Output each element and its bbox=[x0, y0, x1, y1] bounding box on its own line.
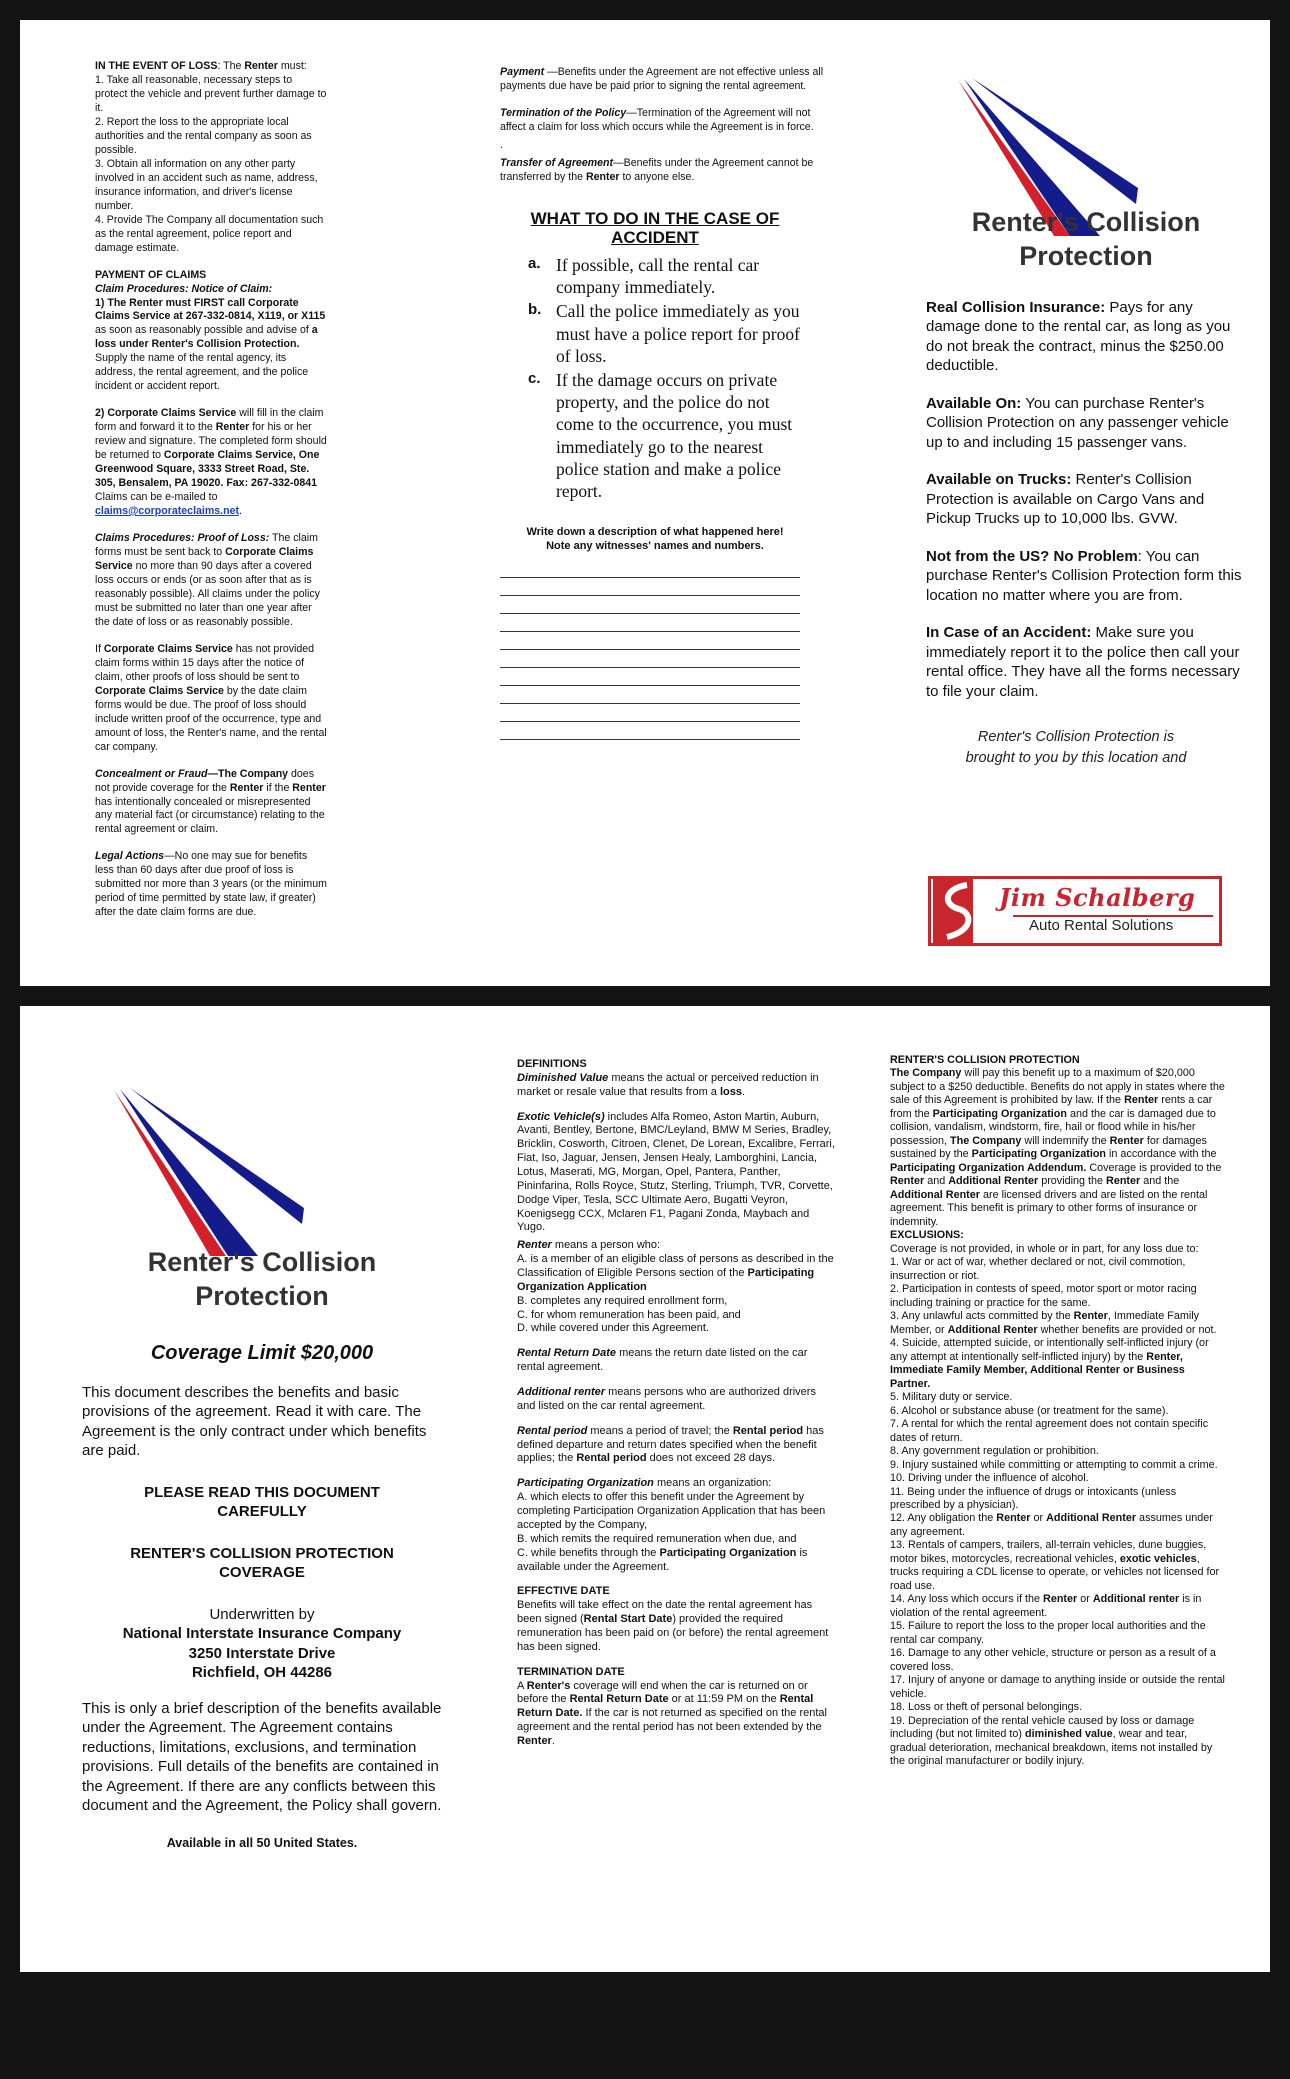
writing-line[interactable] bbox=[500, 560, 800, 578]
writing-line[interactable] bbox=[500, 668, 800, 686]
effective-date-section: EFFECTIVE DATE Benefits will take effect on the date the rental agreement has been signed (Rental Start Date) provided the required remuneration has been paid on (or before) the rental agreement has been signed. bbox=[517, 1585, 829, 1653]
brief-description: This is only a brief description of the benefits available under the Agreement. The Agreement contains reductions, limitations, exclusions, and termination provisions. Full details of the benefits are contained in the Agreement. If there are any conflicts between this document and the Agreement, the Policy shall govern. bbox=[82, 1699, 442, 1814]
loss-step: 2. Report the loss to the appropriate local authorities and the rental company as soon as possible. bbox=[95, 115, 312, 156]
writing-line[interactable] bbox=[500, 686, 800, 704]
claim-form-paragraph: 2) Corporate Claims Service will fill in the claim form and forward it to the Renter for his or her review and signature. The completed form should be returned to Corporate Claims Service, One Greenwood Square, 3333 Street Road, Ste. 305, Bensalem, PA 19020. Fax: 267-332-0841 Claims can be e-mailed to claims@corporateclaims.net. bbox=[95, 407, 327, 518]
exclusion-item: 7. A rental for which the rental agreement does not contain specific dates of return. bbox=[890, 1418, 1209, 1444]
schalberg-logo-icon bbox=[928, 876, 1222, 946]
loss-step: 1. Take all reasonable, necessary steps to protect the vehicle and prevent further damage to it. bbox=[95, 73, 327, 114]
exclusion-item: 9. Injury sustained while committing or attempting to commit a crime. bbox=[890, 1458, 1218, 1471]
definition-renter: Renter means a person who: A. is a member of an eligible class of persons as described in the Classification of Eligible Persons section of the Participating Organization Application B. completes any required enrollment form, C. for whom remuneration has been paid, and D. while covered under this Agreement. bbox=[517, 1239, 834, 1335]
exclusion-item: 16. Damage to any other vehicle, structure or person as a result of a covered loss. bbox=[890, 1647, 1216, 1673]
loss-section: IN THE EVENT OF LOSS: The Renter must: 1. Take all reasonable, necessary steps to protect the vehicle and prevent further damage to it. 2. Report the loss to the appropriate local authorities and the rental company as soon as possible. 3. Obtain all information on any other party involved in an accident such as name, address, insurance information, and driver's license number. 4. Provide The Company all documentation such as the rental agreement, police report and damage estimate. bbox=[95, 60, 327, 254]
claims-column bbox=[95, 60, 327, 933]
real-insurance-paragraph: Real Collision Insurance: Pays for any damage done to the rental car, as long as you do not break the contract, minus the $250.00 deductible. bbox=[926, 298, 1231, 374]
loss-step: 3. Obtain all information on any other party involved in an accident such as name, address, insurance information, and driver's license number. bbox=[95, 157, 318, 212]
exclusion-item: 14. Any loss which occurs if the Renter or Additional renter is in violation of the rental agreement. bbox=[890, 1593, 1202, 1619]
writing-line[interactable] bbox=[500, 704, 800, 722]
payment-claims-section: PAYMENT OF CLAIMS Claim Procedures: Notice of Claim: 1) The Renter must FIRST call Corporate Claims Service at 267-332-0814, X119, or X115 as soon as reasonably possible and advise of a loss under Renter's Collision Protection. Supply the name of the rental agency, its address, the rental agreement, and the police incident or accident report. bbox=[95, 268, 326, 393]
exclusion-item: 3. Any unlawful acts committed by the Renter, Immediate Family Member, or Additional Renter whether benefits are provided or not. bbox=[890, 1310, 1217, 1336]
insurer-name: National Interstate Insurance Company bbox=[122, 1625, 402, 1642]
accident-step: a. If possible, call the rental car company immediately. bbox=[528, 254, 760, 298]
legal-actions-paragraph: Legal Actions—No one may sue for benefits less than 60 days after due proof of loss is submitted nor more than 3 years (or the minimum period of time permitted by state law, if greater) after the date claim forms are due. bbox=[95, 850, 327, 919]
exclusion-item: 17. Injury of anyone or damage to anything inside or outside the rental vehicle. bbox=[890, 1674, 1225, 1700]
exclusions-intro: Coverage is not provided, in whole or in part, for any loss due to: bbox=[890, 1242, 1199, 1255]
payment-paragraph: Payment —Benefits under the Agreement are not effective unless all payments due have be paid prior to signing the rental agreement. bbox=[500, 66, 824, 92]
brand-title: Renter's Collision Protection bbox=[971, 207, 1201, 271]
writing-line[interactable] bbox=[500, 614, 800, 632]
exclusion-item: 12. Any obligation the Renter or Additional Renter assumes under any agreement. bbox=[890, 1512, 1213, 1538]
writing-lines[interactable] bbox=[500, 560, 800, 740]
definitions-heading: DEFINITIONS bbox=[517, 1058, 587, 1070]
coverage-heading: RENTER'S COLLISION PROTECTION bbox=[890, 1054, 1080, 1066]
exclusion-item: 19. Depreciation of the rental vehicle caused by loss or damage including (but not limited to) diminished value, wear and tear, gradual deterioration, mechanical breakdown, items not installed by the original manufacturer or bodily injury. bbox=[890, 1714, 1213, 1768]
definition-participating-organization: Participating Organization means an organization: A. which elects to offer this benefit under the Agreement by completing Participation Organization Application that has been accepted by the Company, B. which remits the required remuneration when due, and C. while benefits through the Participating Organization is available under the Agreement. bbox=[517, 1477, 826, 1573]
accident-column bbox=[500, 66, 825, 740]
stripes-logo-icon bbox=[106, 1086, 306, 1256]
writing-line[interactable] bbox=[500, 578, 800, 596]
definitions-column bbox=[517, 1058, 837, 1760]
exclusion-item: 4. Suicide, attempted suicide, or intentionally self-inflicted injury (or any attempt at intentionally self-inflicted injury) by the Renter, Immediate Family Member, Additional Renter or Business Partner. bbox=[890, 1337, 1209, 1390]
trucks-paragraph: Available on Trucks: Renter's Collision Protection is available on Cargo Vans and Pickup Trucks up to 10,000 lbs. GVW. bbox=[926, 471, 1205, 527]
stray-dot: . bbox=[500, 138, 503, 151]
exclusion-item: 2. Participation in contests of speed, motor sport or motor racing including training or practice for the same. bbox=[890, 1283, 1197, 1309]
loss-heading: IN THE EVENT OF LOSS bbox=[95, 60, 218, 72]
exclusions-heading: EXCLUSIONS: bbox=[890, 1229, 964, 1242]
cover-column bbox=[82, 1086, 442, 1850]
accident-paragraph: In Case of an Accident: Make sure you immediately report it to the police then call your rental office. They have all the forms necessary to file your claim. bbox=[926, 624, 1240, 700]
termination-paragraph: Termination of the Policy—Termination of the Agreement will not affect a claim for loss which occurs while the Agreement is in force. bbox=[500, 106, 814, 133]
definition-exotic-vehicle: Exotic Vehicle(s) includes Alfa Romeo, Aston Martin, Auburn, Avanti, Bentley, Bertone, BMC/Leyland, BMW M Series, Bradley, Bricklin, Cosworth, Citroen, Clenet, De Lorean, Excalibre, Ferrari, Fiat, Iso, Jaguar, Jensen, Jensen Healy, Lamborghini, Lancia, Lotus, Maserati, MG, Morgan, Opel, Pantera, Panther, Pininfarina, Rolls Royce, Stutz, Sterling, Triumph, TVR, Corvette, Dodge Viper, Tesla, SCC Ultimate Aero, Bugatti Veyron, Koenigsegg CCX, Mclaren F1, Pagani Zonda, Maybach and Yugo. bbox=[517, 1110, 835, 1234]
definition-additional-renter: Additional renter means persons who are authorized drivers and listed on the car rental agreement. bbox=[517, 1386, 816, 1412]
available-paragraph: Available On: You can purchase Renter's Collision Protection on any passenger vehicle up to and including 15 passenger vans. bbox=[926, 394, 1229, 451]
accident-steps bbox=[500, 254, 800, 502]
coverage-column bbox=[890, 1054, 1226, 1769]
rcp-coverage-heading: RENTER'S COLLISION PROTECTION COVERAGE bbox=[130, 1544, 394, 1581]
exclusion-item: 5. Military duty or service. bbox=[890, 1391, 1013, 1404]
accident-step: b. Call the police immediately as you must have a police report for proof of loss. bbox=[528, 301, 800, 366]
exclusion-item: 1. War or act of war, whether declared or not, civil commotion, insurrection or riot. bbox=[890, 1256, 1186, 1282]
late-forms-paragraph: If Corporate Claims Service has not provided claim forms within 15 days after the notice of claim, other proofs of loss should be sent to Corporate Claims Service by the date claim forms would be due. The proof of loss should include written proof of the occurrence, type and amount of loss, the Renter's name, and the rental car company. bbox=[95, 642, 327, 753]
definition-rental-return-date: Rental Return Date means the return date listed on the car rental agreement. bbox=[517, 1347, 808, 1374]
brochure-page-inside bbox=[20, 1006, 1270, 1972]
writing-line[interactable] bbox=[500, 722, 800, 740]
exclusion-item: 18. Loss or theft of personal belongings. bbox=[890, 1701, 1083, 1714]
transfer-paragraph: Transfer of Agreement—Benefits under the Agreement cannot be transferred by the Renter to anyone else. bbox=[500, 156, 814, 183]
proof-of-loss-paragraph: Claims Procedures: Proof of Loss: The claim forms must be sent back to Corporate Claims Service no more than 90 days after a covered loss occurs or ends (or as soon after that as is reasonably possible). All claims under the policy must be submitted no later than one year after the date of loss or as reasonably possible. bbox=[95, 532, 320, 628]
writing-line[interactable] bbox=[500, 632, 800, 650]
not-us-paragraph: Not from the US? No Problem: You can purchase Renter's Collision Protection form this location no matter where you are from. bbox=[926, 547, 1242, 604]
benefits-copy bbox=[926, 298, 1246, 702]
writing-line[interactable] bbox=[500, 596, 800, 614]
logo-subtitle: Auto Rental Solutions bbox=[1029, 917, 1174, 934]
exclusion-item: 8. Any government regulation or prohibition. bbox=[890, 1445, 1099, 1458]
claims-email-link[interactable]: claims@corporateclaims.net bbox=[95, 505, 239, 518]
underwriter-block: Underwritten by National Interstate Insurance Company 3250 Interstate Drive Richfield, OH 44286 bbox=[122, 1605, 402, 1681]
definition-rental-period: Rental period means a period of travel; the Rental period has defined departure and return dates specified when the benefit applies; the Rental period does not exceed 28 days. bbox=[517, 1424, 824, 1465]
exclusion-item: 6. Alcohol or substance abuse (or treatment for the same). bbox=[890, 1404, 1169, 1417]
product-column bbox=[926, 76, 1246, 769]
please-read-heading: PLEASE READ THIS DOCUMENT CAREFULLY bbox=[144, 1483, 380, 1520]
exclusion-item: 11. Being under the influence of drugs or intoxicants (unless prescribed by a physician). bbox=[890, 1485, 1177, 1511]
coverage-paragraph: The Company will pay this benefit up to a maximum of $20,000 subject to a $250 deductible. Benefits do not apply in states where the sale of this Agreement is prohibited by law. If the Renter rents a car from the Participating Organization and the car is damaged due to collision, vandalism, windstorm, fire, hail or flood while in his/her possession, The Company will indemnify the Renter for damages sustained by the Participating Organization in accordance with the Participating Organization Addendum. Coverage is provided to the Renter and Additional Renter providing the Renter and the Additional Renter are licensed drivers and are listed on the rental agreement. This benefit is primary to other forms of insurance or indemnity. bbox=[890, 1067, 1225, 1228]
definition-diminished-value: Diminished Value means the actual or perceived reduction in market or resale value that results from a loss. bbox=[517, 1071, 819, 1098]
coverage-limit: Coverage Limit $20,000 bbox=[150, 1341, 374, 1364]
availability-note: Available in all 50 United States. bbox=[166, 1835, 358, 1850]
exclusion-item: 15. Failure to report the loss to the proper local authorities and the rental car company. bbox=[890, 1620, 1206, 1646]
cover-brand-title: Renter's Collision Protection bbox=[147, 1247, 377, 1311]
write-note: Write down a description of what happened here! Note any witnesses' names and numbers. bbox=[526, 526, 784, 553]
loss-step: 4. Provide The Company all documentation such as the rental agreement, police report and damage estimate. bbox=[95, 213, 324, 254]
brought-to-you-note: Renter's Collision Protection is brought to you by this location and bbox=[965, 729, 1187, 767]
brochure-page-outside bbox=[20, 20, 1270, 986]
accident-heading: WHAT TO DO IN THE CASE OF ACCIDENT bbox=[530, 208, 780, 248]
cover-intro: This document describes the benefits and basic provisions of the agreement. Read it with care. The Agreement is the only contract under which benefits are paid. bbox=[82, 1383, 427, 1459]
exclusion-item: 10. Driving under the influence of alcohol. bbox=[890, 1472, 1089, 1485]
logo-name: Jim Schalberg bbox=[999, 883, 1196, 912]
payment-heading: PAYMENT OF CLAIMS bbox=[95, 268, 207, 281]
termination-date-section: TERMINATION DATE A Renter's coverage will end when the car is returned on or before the Rental Return Date or at 11:59 PM on the Rental Return Date. If the car is not returned as specified on the rental agreement and the rental period has not been extended by the Renter. bbox=[517, 1665, 827, 1747]
accident-step: c. If the damage occurs on private property, and the police do not come to the occurrence, you must immediately go to the nearest police station and make a police report. bbox=[528, 369, 793, 502]
exclusion-item: 13. Rentals of campers, trailers, all-terrain vehicles, dune buggies, motor bikes, motorcycles, recreational vehicles, exotic vehicles, trucks requiring a CDL license to operate, or vehicles not licensed for road use. bbox=[890, 1539, 1220, 1592]
writing-line[interactable] bbox=[500, 650, 800, 668]
fraud-paragraph: Concealment or Fraud—The Company does not provide coverage for the Renter if the Renter has intentionally concealed or misrepresented any material fact (or circumstance) relating to the rental agreement or claim. bbox=[95, 767, 326, 836]
